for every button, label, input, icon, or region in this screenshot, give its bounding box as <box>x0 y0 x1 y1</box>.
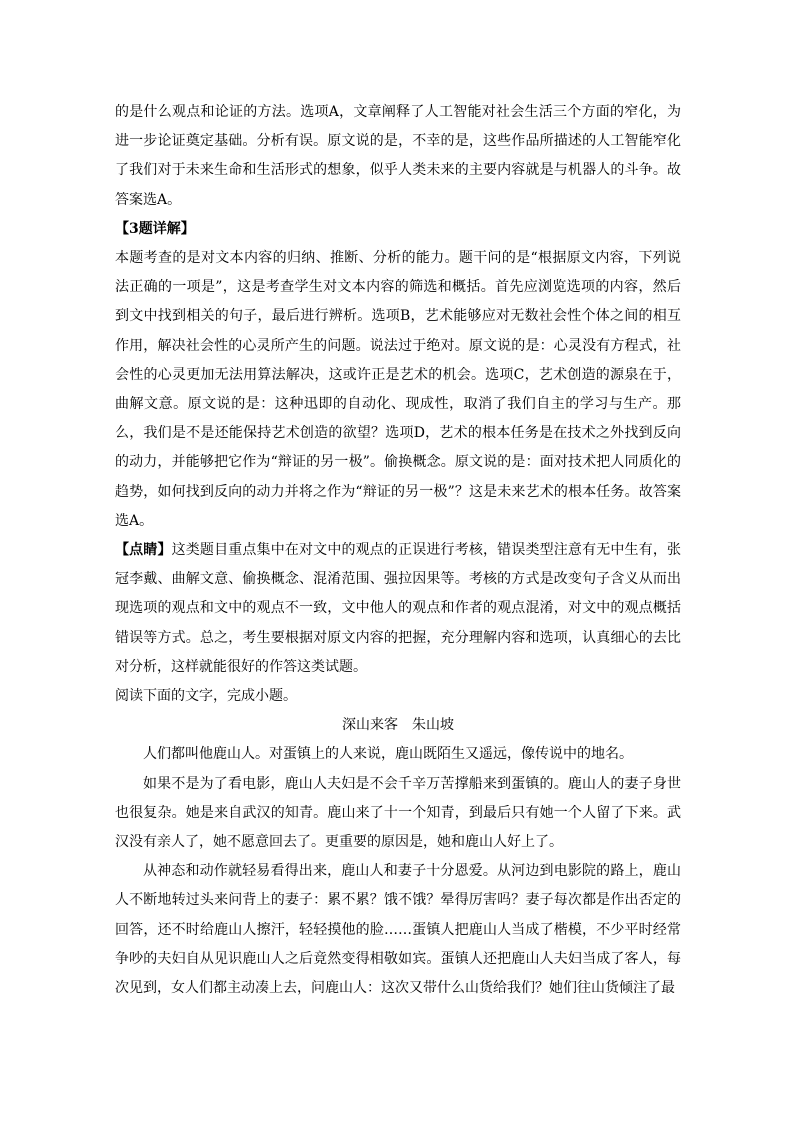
section-heading-q3: 【3题详解】 <box>115 220 195 237</box>
paragraph-analysis-q2: 的是什么观点和论证的方法。选项A，文章阐释了人工智能对社会生活三个方面的窄化，为进一步论证奠定基础。分析有误。原文说的是，不幸的是，这些作品所描述的人工智能窄化了我们对于未来生命和生活形式的想象，似乎人类未来的主要内容就是与机器人的斗争。故答案选A。 <box>115 104 681 208</box>
story-paragraph-2: 如果不是为了看电影，鹿山人夫妇是不会千辛万苦撑船来到蛋镇的。鹿山人的妻子身世也很复杂。她是来自武汉的知青。鹿山来了十一个知青，到最后只有她一个人留了下来。武汉没有亲人了，她不愿意回去了。更重要的原因是，她和鹿山人好上了。 <box>115 775 681 851</box>
story-paragraph-1: 人们都叫他鹿山人。对蛋镇上的人来说，鹿山既陌生又遥远，像传说中的地名。 <box>143 746 633 763</box>
document-page <box>115 98 681 1003</box>
paragraph-dianjing <box>115 536 681 682</box>
dianjing-text: 这类题目重点集中在对文中的观点的正误进行考核，错误类型注意有无中生有，张冠李戴、曲解文意、偷换概念、混淆范围、强拉因果等。考核的方式是改变句子含义从而出现选项的观点和文中的观点不一致，文中他人的观点和作者的观点混淆，对文中的观点概括错误等方式。总之，考生要根据对原文内容的把握，充分理解内容和选项，认真细心的去比对分析，这样就能很好的作答这类试题。 <box>115 542 682 675</box>
story-title: 深山来客 朱山坡 <box>342 717 454 734</box>
story-paragraph-3: 从神态和动作就轻易看得出来，鹿山人和妻子十分恩爱。从河边到电影院的路上，鹿山人不断地转过头来问背上的妻子：累不累？饿不饿？晕得厉害吗？妻子每次都是作出否定的回答，还不时给鹿山人擦汗，轻轻摸他的脸……蛋镇人把鹿山人当成了楷模，不少平时经常争吵的夫妇自从见识鹿山人之后竟然变得相敬如宾。蛋镇人还把鹿山人夫妇当成了客人，每次见到，女人们都主动凑上去，问鹿山人：这次又带什么山货给我们？她们往山货倾注了最 <box>115 863 681 997</box>
dianjing-label: 【点睛】 <box>115 542 172 559</box>
reading-instruction: 阅读下面的文字，完成小题。 <box>115 688 297 705</box>
paragraph-analysis-q3: 本题考查的是对文本内容的归纳、推断、分析的能力。题干问的是“根据原文内容，下列说法正确的一项是”，这是考查学生对文本内容的筛选和概括。首先应浏览选项的内容，然后到文中找到相关的句子，最后进行辨析。选项B，艺术能够应对无数社会性个体之间的相互作用，解决社会性的心灵所产生的问题。说法过于绝对。原文说的是：心灵没有方程式，社会性的心灵更加无法用算法解决，这或许正是艺术的机会。选项C，艺术创造的源泉在于，曲解文意。原文说的是：这种迅即的自动化、现成性，取消了我们自主的学习与生产。那么，我们是不是还能保持艺术创造的欲望？选项D，艺术的根本任务是在技术之外找到反向的动力，并能够把它作为“辩证的另一极”。偷换概念。原文说的是：面对技术把人同质化的趋势，如何找到反向的动力并将之作为“辩证的另一极”？这是未来艺术的根本任务。故答案选A。 <box>115 250 681 529</box>
